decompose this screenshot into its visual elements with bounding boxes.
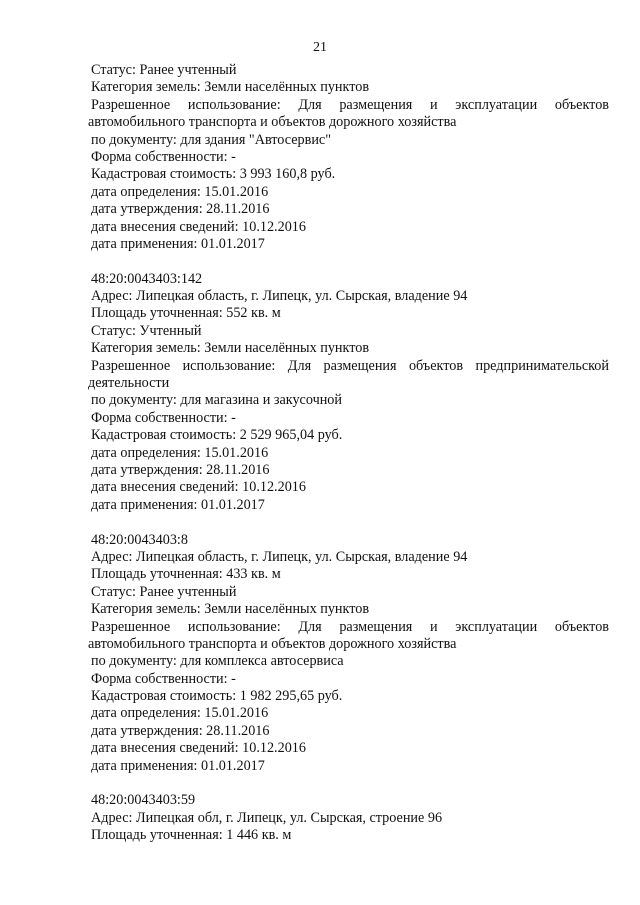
- address-line: Адрес: Липецкая область, г. Липецк, ул. Сырская, владение 94: [91, 548, 468, 565]
- area-line: Площадь уточненная: 1 446 кв. м: [91, 827, 292, 844]
- permitted-use-line: Разрешенное использование: Для размещения и эксплуатации объектов: [91, 96, 609, 113]
- address-line: Адрес: Липецкая обл, г. Липецк, ул. Сырская, строение 96: [91, 809, 443, 826]
- permitted-use-line: Разрешенное использование: Для размещения объектов предпринимательской: [91, 357, 609, 374]
- ownership-line: Форма собственности: -: [91, 409, 236, 426]
- date-approved-line: дата утверждения: 28.11.2016: [91, 722, 270, 739]
- cadastral-number: 48:20:0043403:59: [91, 792, 196, 809]
- date-determined-line: дата определения: 15.01.2016: [91, 183, 269, 200]
- status-line: Статус: Учтенный: [91, 322, 202, 339]
- status-line: Статус: Ранее учтенный: [91, 62, 237, 78]
- permitted-use-continuation: автомобильного транспорта и объектов дорожного хозяйства: [88, 635, 457, 652]
- cadastral-value-line: Кадастровая стоимость: 2 529 965,04 руб.: [91, 427, 343, 444]
- status-line: Статус: Ранее учтенный: [91, 583, 237, 600]
- date-approved-line: дата утверждения: 28.11.2016: [91, 461, 270, 478]
- category-line: Категория земель: Земли населённых пунктов: [91, 340, 370, 357]
- ownership-line: Форма собственности: -: [91, 148, 236, 165]
- parcel-block: [91, 792, 609, 844]
- date-entered-line: дата внесения сведений: 10.12.2016: [91, 479, 306, 496]
- cadastral-value-line: Кадастровая стоимость: 3 993 160,8 руб.: [91, 166, 336, 183]
- cadastral-value-line: Кадастровая стоимость: 1 982 295,65 руб.: [91, 688, 343, 705]
- permitted-use-line: Разрешенное использование: Для размещения и эксплуатации объектов: [91, 618, 609, 635]
- by-document-line: по документу: для комплекса автосервиса: [91, 653, 344, 670]
- date-applied-line: дата применения: 01.01.2017: [91, 496, 265, 513]
- area-line: Площадь уточненная: 552 кв. м: [91, 305, 281, 322]
- address-line: Адрес: Липецкая область, г. Липецк, ул. Сырская, владение 94: [91, 288, 468, 305]
- date-determined-line: дата определения: 15.01.2016: [91, 705, 269, 722]
- date-determined-line: дата определения: 15.01.2016: [91, 444, 269, 461]
- date-entered-line: дата внесения сведений: 10.12.2016: [91, 218, 306, 235]
- date-entered-line: дата внесения сведений: 10.12.2016: [91, 740, 306, 757]
- area-line: Площадь уточненная: 433 кв. м: [91, 566, 281, 583]
- parcel-block: [88, 270, 609, 514]
- parcel-block: [88, 531, 609, 775]
- category-line: Категория земель: Земли населённых пунктов: [91, 601, 370, 618]
- permitted-use-continuation: деятельности: [88, 375, 170, 392]
- permitted-use-continuation: автомобильного транспорта и объектов дорожного хозяйства: [88, 114, 457, 131]
- date-applied-line: дата применения: 01.01.2017: [91, 757, 265, 774]
- parcel-block-continued: [88, 62, 609, 253]
- ownership-line: Форма собственности: -: [91, 670, 236, 687]
- page-number: 21: [313, 40, 327, 55]
- category-line: Категория земель: Земли населённых пунктов: [91, 79, 370, 96]
- date-applied-line: дата применения: 01.01.2017: [91, 235, 265, 252]
- cadastral-number: 48:20:0043403:8: [91, 531, 188, 548]
- cadastral-number: 48:20:0043403:142: [91, 270, 203, 287]
- by-document-line: по документу: для здания "Автосервис": [91, 131, 331, 148]
- document-body: [88, 62, 609, 845]
- by-document-line: по документу: для магазина и закусочной: [91, 392, 342, 409]
- date-approved-line: дата утверждения: 28.11.2016: [91, 201, 270, 218]
